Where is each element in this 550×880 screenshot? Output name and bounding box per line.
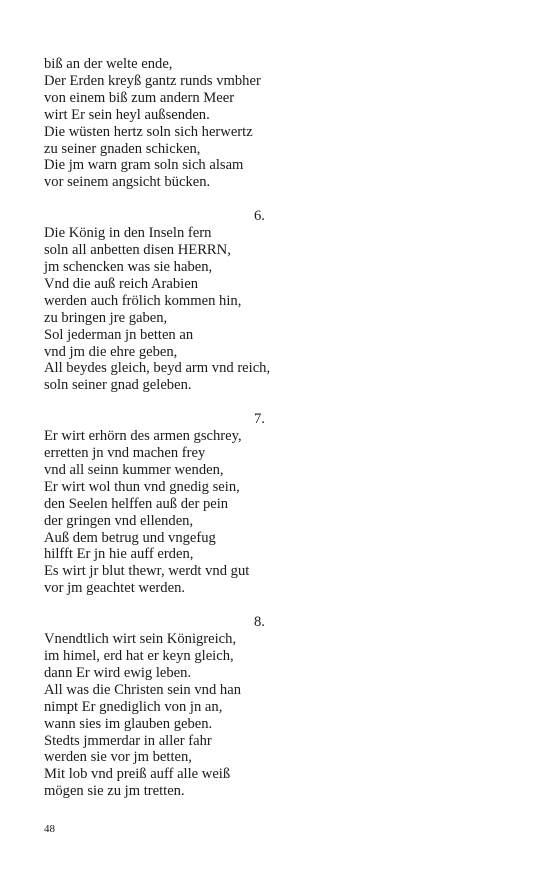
verse-line: vor jm geachtet werden.	[44, 580, 186, 597]
verse-line: Vnd die auß reich Arabien	[44, 275, 198, 292]
verse-line: biß an der welte ende,	[44, 56, 173, 72]
verse-line: erretten jn vnd machen frey	[44, 445, 206, 462]
verse-line: werden sie vor jm betten,	[44, 749, 192, 766]
verse-line: jm schencken was sie haben,	[44, 258, 213, 275]
verse-line: vor seinem angsicht bücken.	[44, 174, 211, 191]
stanza-number: 6.	[254, 208, 265, 225]
verse-line: Er wirt wol thun vnd gnedig sein,	[44, 478, 240, 495]
verse-line: im himel, erd hat er keyn gleich,	[44, 648, 234, 664]
verse-line: nimpt Er gnediglich von jn an,	[44, 698, 223, 715]
verse-line: vnd all seinn kummer wenden,	[44, 461, 224, 478]
verse-line: soln all anbetten disen HERRN,	[44, 242, 231, 259]
verse-line: Die König in den Inseln fern	[44, 225, 212, 242]
verse-line: vnd jm die ehre geben,	[44, 343, 178, 360]
verse-line: All was die Christen sein vnd han	[44, 681, 241, 698]
page-number: 48	[44, 823, 55, 835]
verse-line: Der Erden kreyß gantz runds vmbher	[44, 72, 261, 89]
verse-line: Es wirt jr blut thewr, werdt vnd gut	[44, 563, 250, 580]
verse-line: wirt Er sein heyl außsenden.	[44, 106, 210, 123]
verse-line: zu bringen jre gaben,	[44, 309, 168, 326]
verse-line: zu seiner gnaden schicken,	[44, 140, 201, 157]
verse-line: der gringen vnd ellenden,	[44, 512, 194, 529]
verse-line: den Seelen helffen auß der pein	[44, 495, 229, 512]
verse-line: Auß dem betrug und vngefug	[44, 529, 216, 546]
verse-line: wann sies im glauben geben.	[44, 715, 213, 732]
verse-line: dann Er wird ewig leben.	[44, 664, 192, 681]
verse-line: Die wüsten hertz soln sich herwertz	[44, 123, 253, 140]
verse-line: Die jm warn gram soln sich alsam	[44, 157, 244, 174]
stanza-number: 7.	[254, 411, 265, 428]
verse-line: werden auch frölich kommen hin,	[44, 292, 242, 309]
verse-line: soln seiner gnad geleben.	[44, 377, 192, 394]
stanza-number: 8.	[254, 614, 265, 631]
stanza-6	[44, 208, 304, 394]
verse-line: Stedts jmmerdar in aller fahr	[44, 732, 212, 749]
verse-line: von einem biß zum andern Meer	[44, 89, 235, 106]
verse-line: Sol jederman jn betten an	[44, 326, 194, 343]
stanza-7	[44, 411, 304, 597]
verse-line: Mit lob vnd preiß auff alle weiß	[44, 766, 231, 783]
verse-line: Vnendtlich wirt sein Königreich,	[44, 631, 237, 648]
stanza-5-continuation	[44, 56, 304, 191]
verse-line: Er wirt erhörn des armen gschrey,	[44, 428, 242, 445]
verse-line: All beydes gleich, beyd arm vnd reich,	[44, 360, 271, 377]
stanza-8	[44, 614, 304, 800]
verse-line: hilfft Er jn hie auff erden,	[44, 546, 194, 563]
verse-line: mögen sie zu jm tretten.	[44, 783, 185, 800]
hymn-text	[44, 56, 304, 817]
